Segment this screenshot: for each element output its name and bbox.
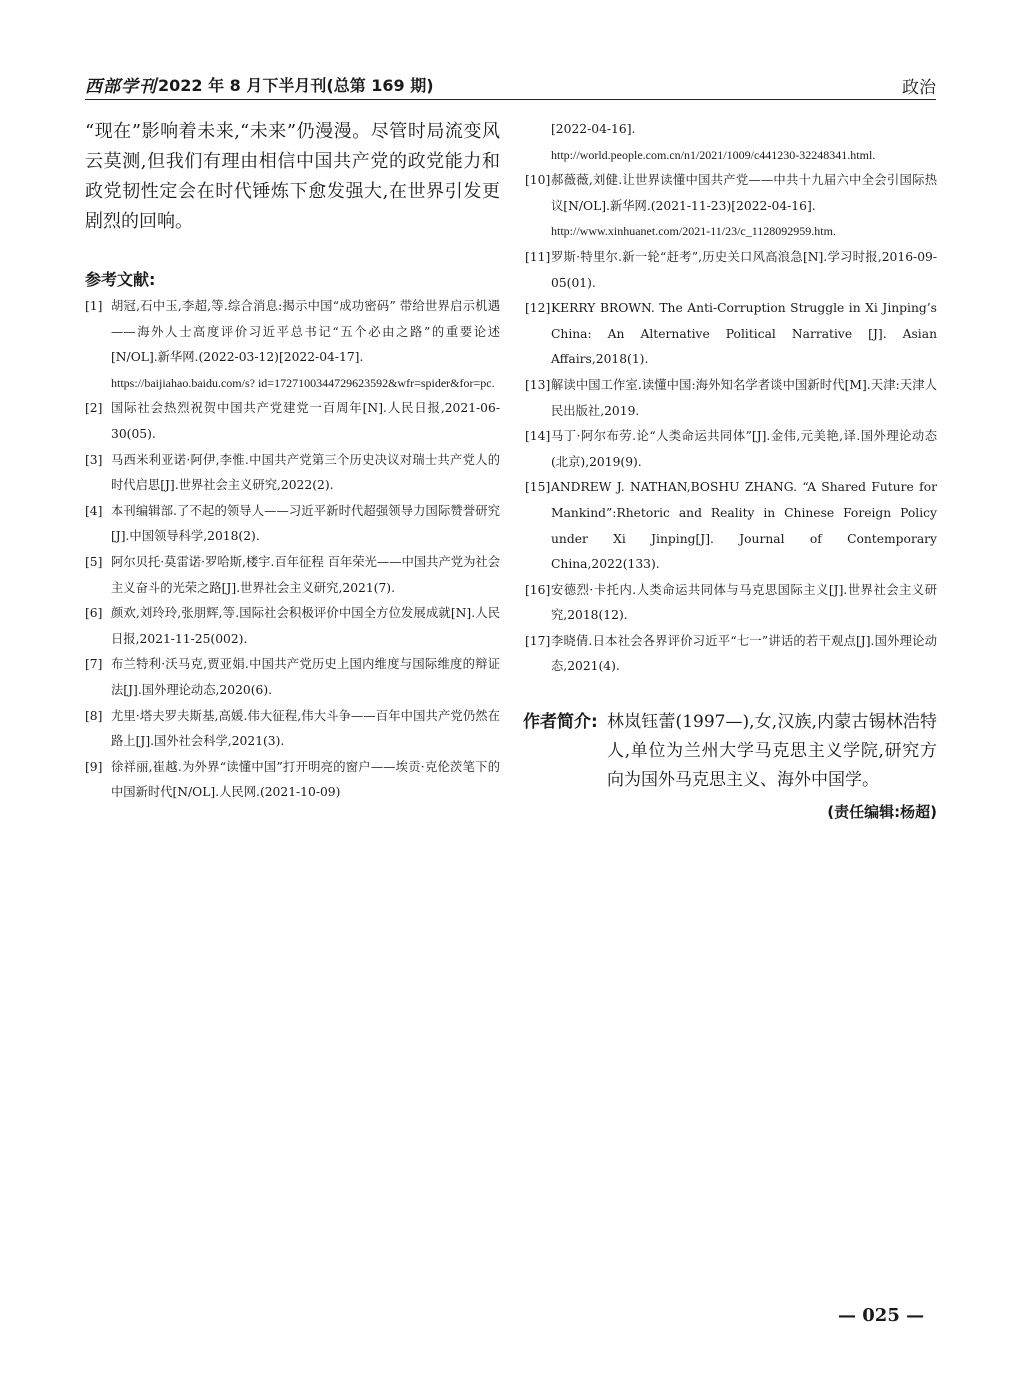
journal-logo: 西部学刊 — [85, 77, 157, 97]
reference-number: [12] — [525, 301, 551, 316]
reference-text: 国际社会热烈祝贺中国共产党建党一百周年[N].人民日报,2021-06-30(05). — [111, 401, 500, 441]
reference-number: [13] — [525, 377, 551, 392]
reference-item — [525, 245, 937, 296]
reference-item — [85, 294, 500, 396]
reference-text: 尤里·塔夫罗夫斯基,高媛.伟大征程,伟大斗争——百年中国共产党仍然在路上[J].国外社会科学,2021(3). — [111, 708, 500, 749]
reference-text: 布兰特利·沃马克,贾亚娟.中国共产党历史上国内维度与国际维度的辩证法[J].国外理论动态,2020(6). — [111, 657, 500, 697]
reference-number: [5] — [85, 554, 103, 569]
reference-text: 马丁·阿尔布劳.论“人类命运共同体”[J].金伟,元美艳,译.国外理论动态(北京),2019(9). — [551, 429, 937, 469]
reference-number: [16] — [525, 582, 551, 597]
header-rule — [85, 99, 936, 100]
reference-number: [7] — [85, 657, 103, 672]
reference-list-right — [525, 117, 937, 680]
reference-item — [525, 424, 937, 475]
reference-text: 徐祥丽,崔越.为外界“读懂中国”打开明亮的窗户——埃贡·克伦茨笔下的中国新时代[N/OL].人民网.(2021-10-09) — [111, 759, 500, 800]
reference-url: http://www.xinhuanet.com/2021-11/23/c_1128092959.htm. — [551, 224, 836, 239]
reference-text: 解读中国工作室.读懂中国:海外知名学者谈中国新时代[M].天津:天津人民出版社,2019. — [551, 377, 937, 418]
reference-text: 阿尔贝托·莫雷诺·罗哈斯,楼宇.百年征程 百年荣光——中国共产党为社会主义奋斗的光荣之路[J].世界社会主义研究,2021(7). — [111, 554, 500, 595]
author-bio-text: 林岚钰蕾(1997—),女,汉族,内蒙古锡林浩特人,单位为兰州大学马克思主义学院,研究方向为国外马克思主义、海外中国学。 — [607, 712, 937, 791]
body-paragraph: “现在”影响着未来,“未来”仍漫漫。尽管时局流变风云莫测,但我们有理由相信中国共产党的政党能力和政党韧性定会在时代锤炼下愈发强大,在世界引发更剧烈的回响。 — [85, 121, 500, 232]
reference-item — [525, 629, 937, 680]
page-header — [85, 72, 936, 98]
issue-info: 2022 年 8 月下半月刊(总第 169 期) — [158, 76, 434, 95]
reference-text: [2022-04-16]. — [551, 122, 636, 136]
reference-text: 马西米利亚诺·阿伊,李惟.中国共产党第三个历史决议对瑞士共产党人的时代启思[J].世界社会主义研究,2022(2). — [111, 452, 500, 493]
right-column — [525, 117, 937, 822]
editor-note: (责任编辑:杨超) — [827, 803, 937, 822]
section-name: 政治 — [902, 78, 936, 98]
reference-number: [3] — [85, 452, 103, 467]
author-bio-label: 作者简介: — [523, 712, 598, 733]
reference-number: [6] — [85, 606, 103, 621]
reference-item — [525, 168, 937, 245]
reference-number: [14] — [525, 429, 551, 444]
reference-item — [85, 448, 500, 499]
reference-item — [525, 296, 937, 373]
reference-text: 罗斯·特里尔.新一轮“赶考”,历史关口风高浪急[N].学习时报,2016-09-05(01). — [551, 249, 937, 290]
author-bio — [525, 708, 937, 795]
reference-text: 李晓倩.日本社会各界评价习近平“七一”讲话的若干观点[J].国外理论动态,2021(4). — [551, 633, 937, 674]
reference-item — [85, 550, 500, 601]
reference-item — [85, 755, 500, 806]
page-number: — 025 — — [838, 1305, 925, 1326]
reference-text: 颜欢,刘玲玲,张朋辉,等.国际社会积极评价中国全方位发展成就[N].人民日报,2021-11-25(002). — [111, 606, 500, 646]
reference-number: [4] — [85, 503, 103, 518]
reference-text: 郝薇薇,刘健.让世界读懂中国共产党——中共十九届六中全会引国际热议[N/OL].新华网.(2021-11-23)[2022-04-16]. — [551, 173, 937, 213]
reference-text: 本刊编辑部.了不起的领导人——习近平新时代超强领导力国际赞誉研究[J].中国领导科学,2018(2). — [111, 503, 500, 544]
reference-url: https://baijiahao.baidu.com/s? id=1727100344729623592&wfr=spider&for=pc. — [111, 375, 495, 390]
reference-text: 安德烈·卡托内.人类命运共同体与马克思国际主义[J].世界社会主义研究,2018(12). — [551, 582, 937, 623]
reference-number: [17] — [525, 633, 551, 648]
reference-item — [525, 475, 937, 577]
reference-item — [85, 601, 500, 652]
reference-item — [525, 373, 937, 424]
reference-item — [85, 704, 500, 755]
reference-item — [85, 652, 500, 703]
reference-item — [525, 117, 937, 168]
reference-number: [9] — [85, 759, 103, 774]
reference-item — [525, 578, 937, 629]
left-column — [85, 117, 500, 806]
reference-text: KERRY BROWN. The Anti-Corruption Struggle in Xi Jinping’s China: An Alternative Political Narrative [J]. Asian Affairs,2018(1). — [551, 301, 937, 367]
reference-number: [1] — [85, 299, 103, 313]
references-title: 参考文献: — [85, 270, 156, 289]
reference-url: http://world.people.com.cn/n1/2021/1009/c441230-32248341.html. — [551, 147, 876, 162]
reference-number: [15] — [525, 480, 551, 495]
reference-list-left — [85, 294, 500, 806]
reference-number: [11] — [525, 249, 551, 264]
reference-number: [10] — [525, 173, 551, 188]
reference-item — [85, 499, 500, 550]
reference-number: [8] — [85, 708, 103, 723]
reference-text: ANDREW J. NATHAN,BOSHU ZHANG. “A Shared Future for Mankind”:Rhetoric and Reality in Chinese Foreign Policy under Xi Jinping[J]. Journal of Contemporary China,2022(133). — [551, 480, 937, 572]
reference-text: 胡冠,石中玉,李超,等.综合消息:揭示中国“成功密码” 带给世界启示机遇——海外人士高度评价习近平总书记“五个必由之路”的重要论述[N/OL].新华网.(2022-03-12)[2022-04-17]. — [111, 299, 500, 365]
reference-item — [85, 396, 500, 447]
reference-number: [2] — [85, 401, 103, 416]
